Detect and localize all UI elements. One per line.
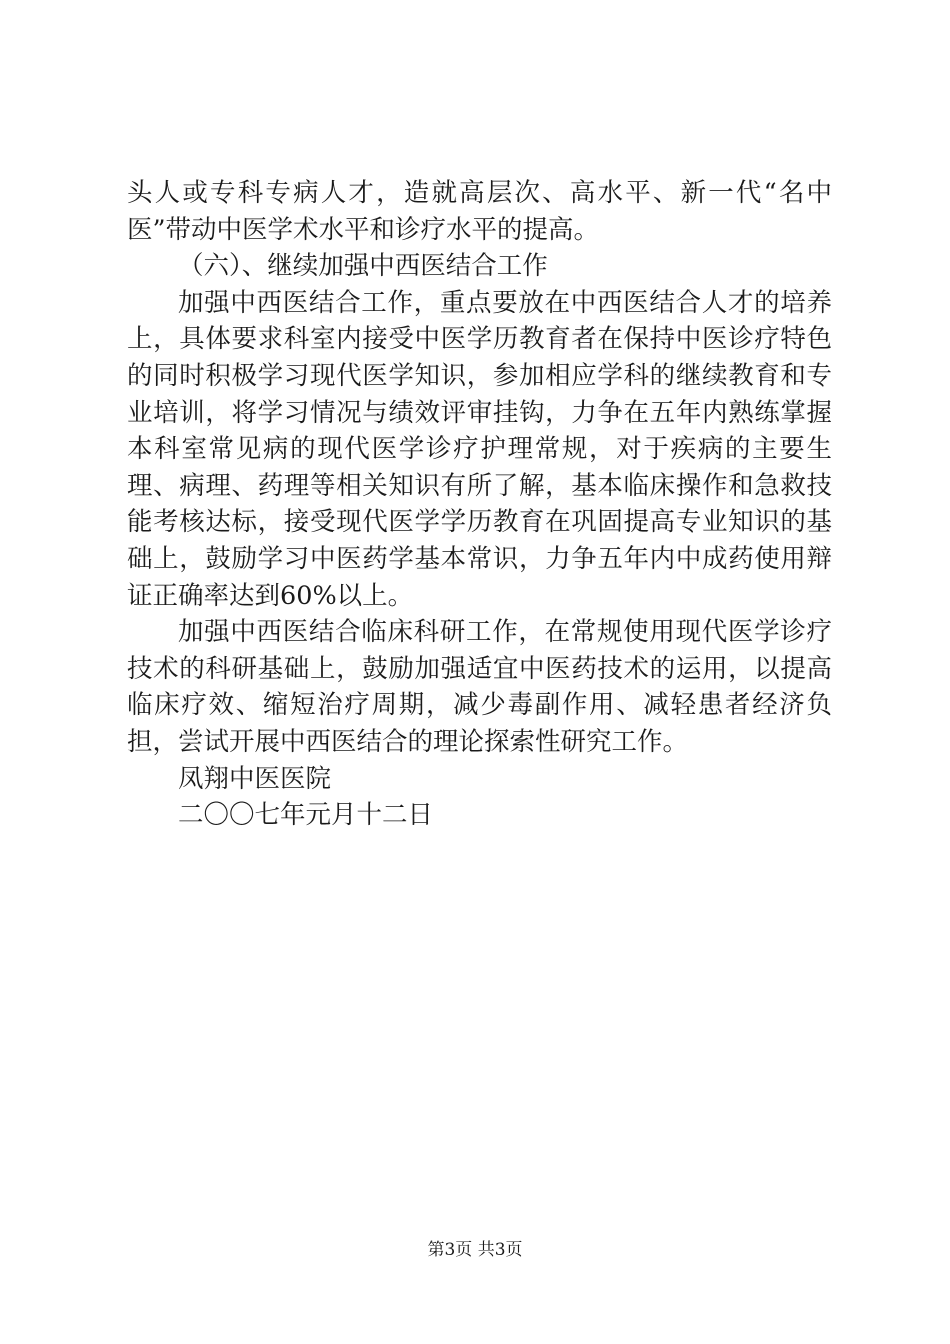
document-body	[127, 175, 832, 834]
signature-date: 二〇〇七年元月十二日	[178, 800, 434, 831]
signature-organization: 凤翔中医医院	[178, 763, 332, 794]
section-heading: （六）、继续加强中西医结合工作	[178, 251, 548, 282]
paragraph-talent-training: 加强中西医结合工作，重点要放在中西医结合人才的培养上，具体要求科室内接受中医学历教育者在保持中医诊疗特色的同时积极学习现代医学知识，参加相应学科的继续教育和专业培训，将学习情况与绩效评审挂钩，力争在五年内熟练掌握本科室常见病的现代医学诊疗护理常规，对于疾病的主要生理、病理、药理等相关知识有所了解，基本临床操作和急救技能考核达标，接受现代医学学历教育在巩固提高专业知识的基础上，鼓励学习中医药学基本常识，力争五年内中成药使用辩证正确率达到60%以上。	[127, 287, 832, 611]
paragraph-continuation: 头人或专科专病人才，造就高层次、高水平、新一代“名中医”带动中医学术水平和诊疗水平的提高。	[127, 178, 832, 245]
paragraph-clinical-research: 加强中西医结合临床科研工作，在常规使用现代医学诊疗技术的科研基础上，鼓励加强适宜中医药技术的运用，以提高临床疗效、缩短治疗周期，减少毒副作用、减轻患者经济负担，尝试开展中西医结合的理论探索性研究工作。	[127, 617, 832, 757]
page-number-footer: 第3页 共3页	[427, 1240, 523, 1260]
